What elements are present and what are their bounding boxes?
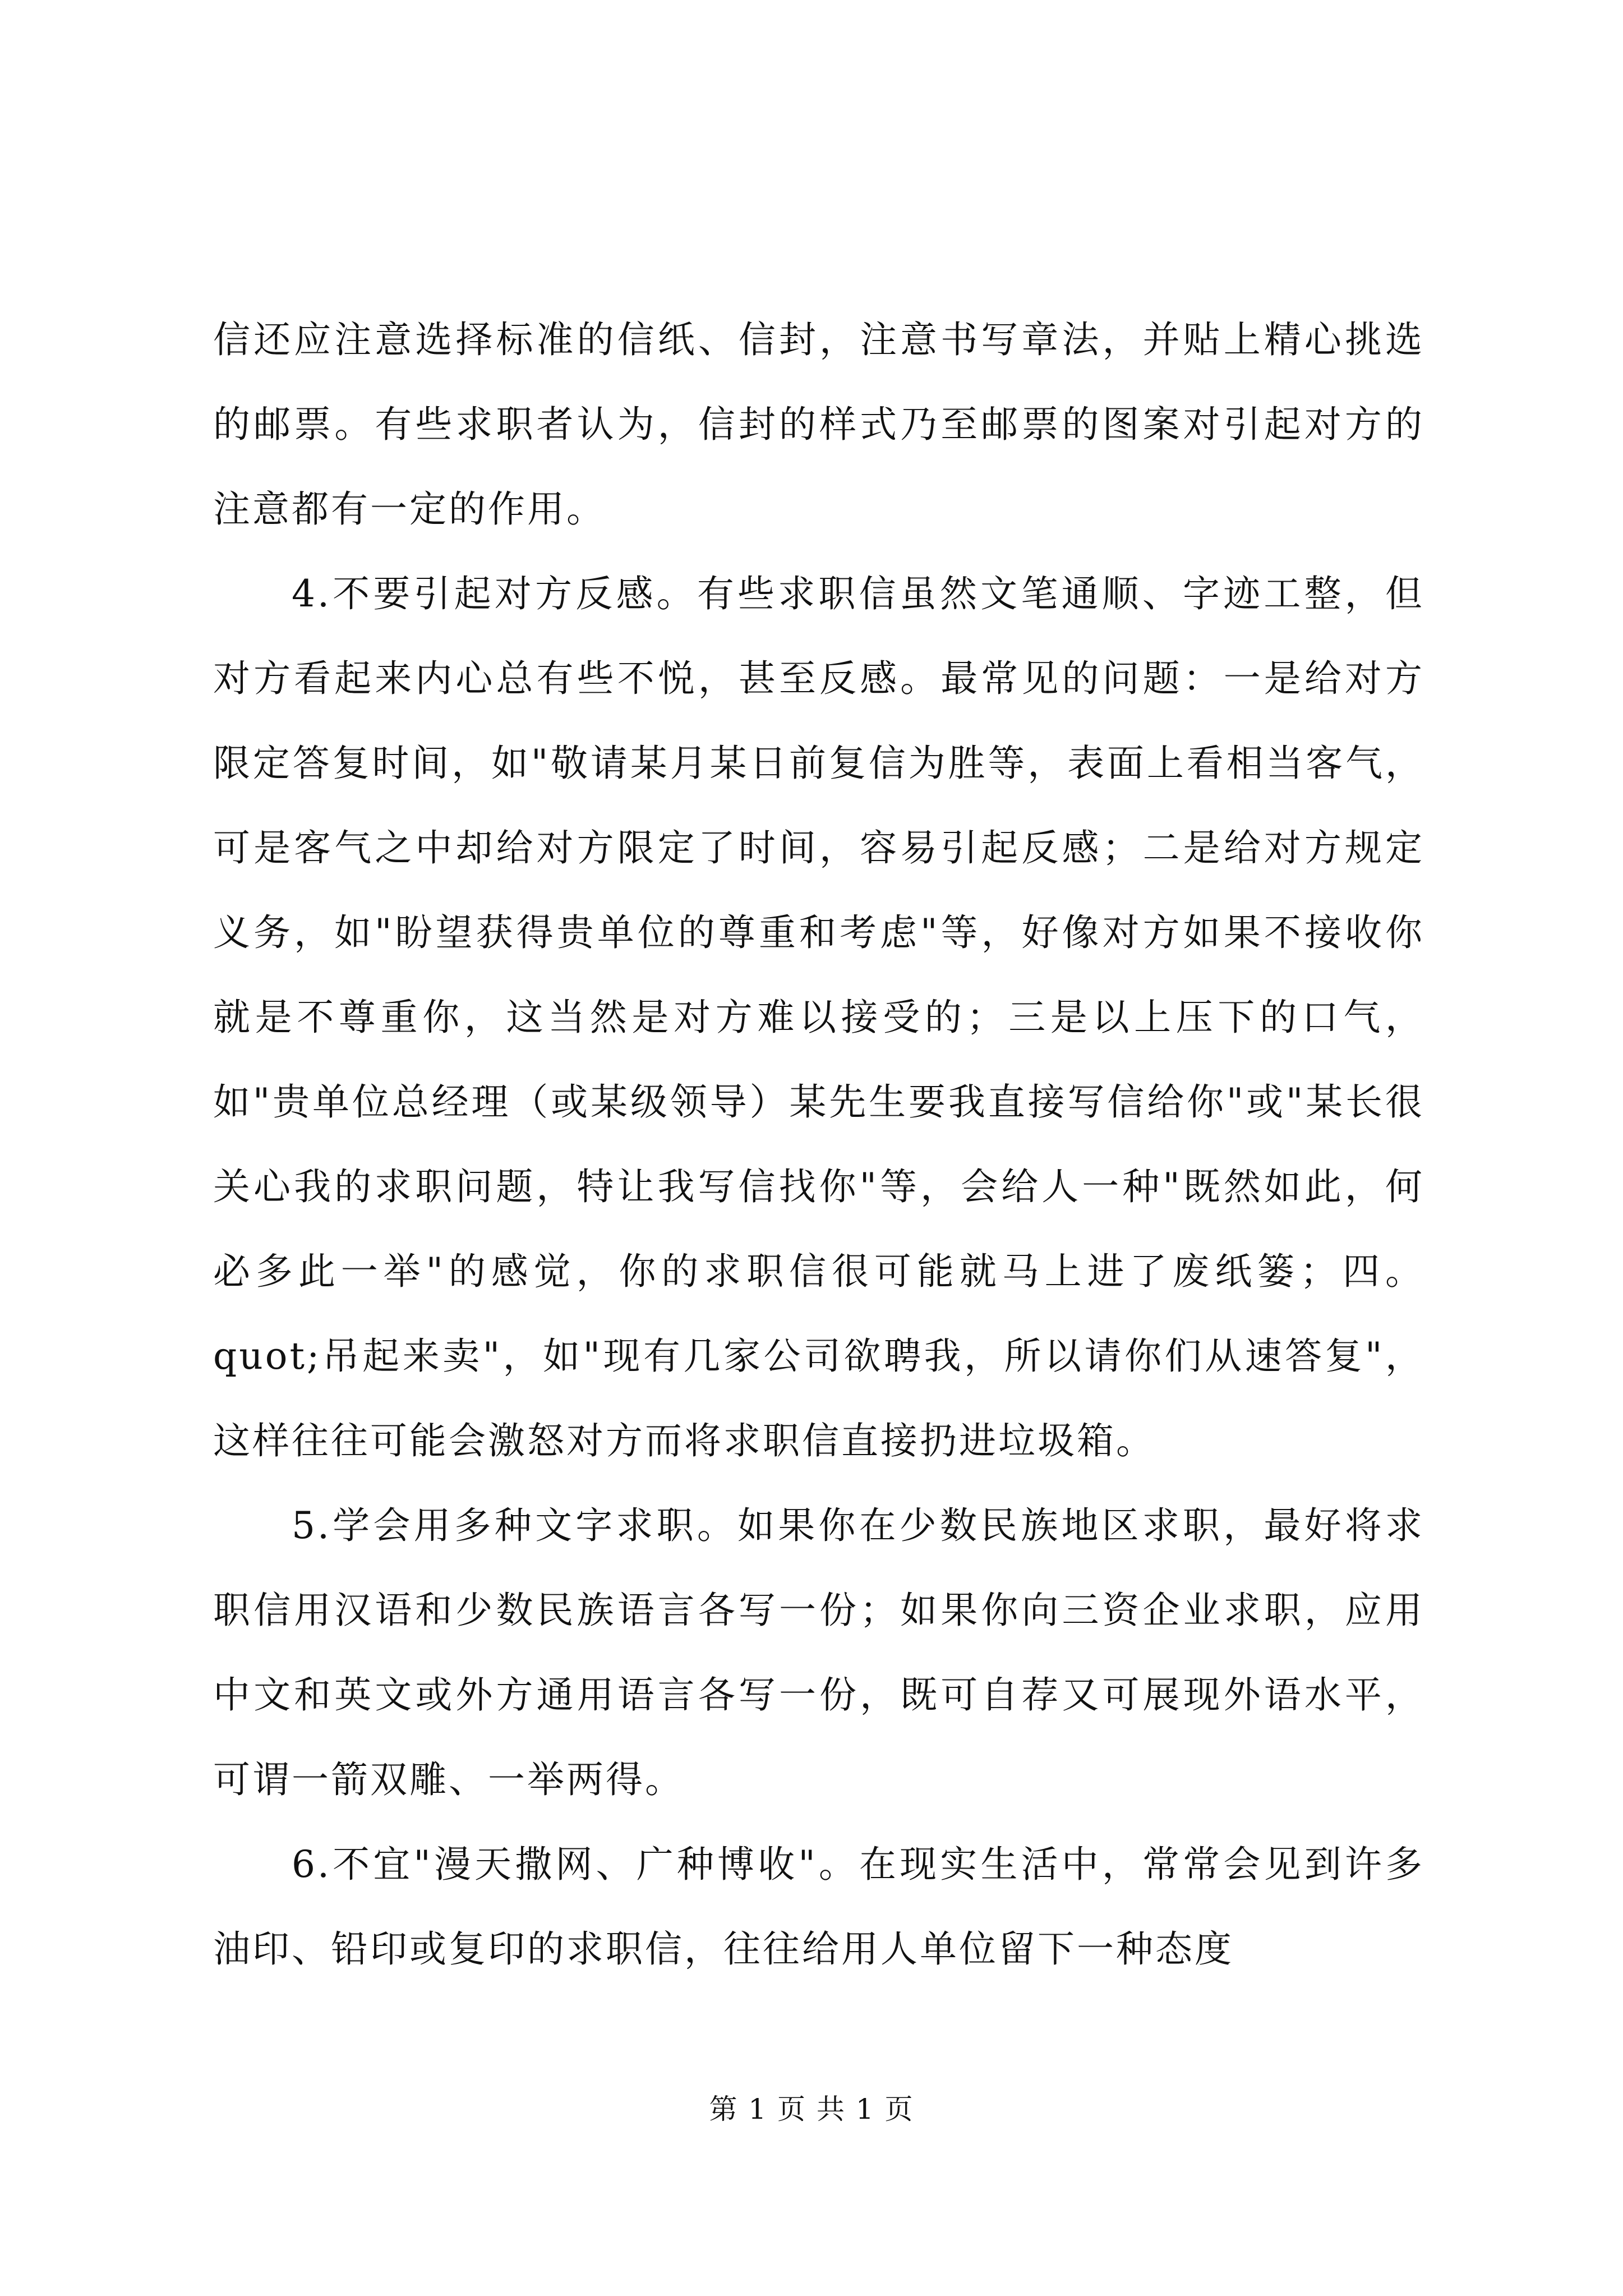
body-text: [213, 297, 1424, 1991]
paragraph-item-5: 5.学会用多种文字求职。如果你在少数民族地区求职，最好将求职信用汉语和少数民族语言各写一份；如果你向三资企业求职，应用中文和英文或外方通用语言各写一份，既可自荐又可展现外语水平，可谓一箭双雕、一举两得。: [213, 1504, 1424, 1801]
paragraph-item-6: 6.不宜"漫天撒网、广种博收"。在现实生活中，常常会见到许多油印、铅印或复印的求职信，往往给用人单位留下一种态度: [213, 1843, 1424, 1971]
page-footer: 第 1 页 共 1 页: [709, 2093, 914, 2125]
paragraph-continuation: 信还应注意选择标准的信纸、信封，注意书写章法，并贴上精心挑选的邮票。有些求职者认为，信封的样式乃至邮票的图案对引起对方的注意都有一定的作用。: [213, 318, 1424, 531]
paragraph-item-4: 4.不要引起对方反感。有些求职信虽然文笔通顺、字迹工整，但对方看起来内心总有些不悦，甚至反感。最常见的问题：一是给对方限定答复时间，如"敬请某月某日前复信为胜等，表面上看相当客气，可是客气之中却给对方限定了时间，容易引起反感；二是给对方规定义务，如"盼望获得贵单位的尊重和考虑"等，好像对方如果不接收你就是不尊重你，这当然是对方难以接受的；三是以上压下的口气，如"贵单位总经理（或某级领导）某先生要我直接写信给你"或"某长很关心我的求职问题，特让我写信找你"等，会给人一种"既然如此，何必多此一举"的感觉，你的求职信很可能就马上进了废纸篓；四。quot;吊起来卖"，如"现有几家公司欲聘我，所以请你们从速答复"，这样往往可能会激怒对方而将求职信直接扔进垃圾箱。: [213, 572, 1424, 1462]
